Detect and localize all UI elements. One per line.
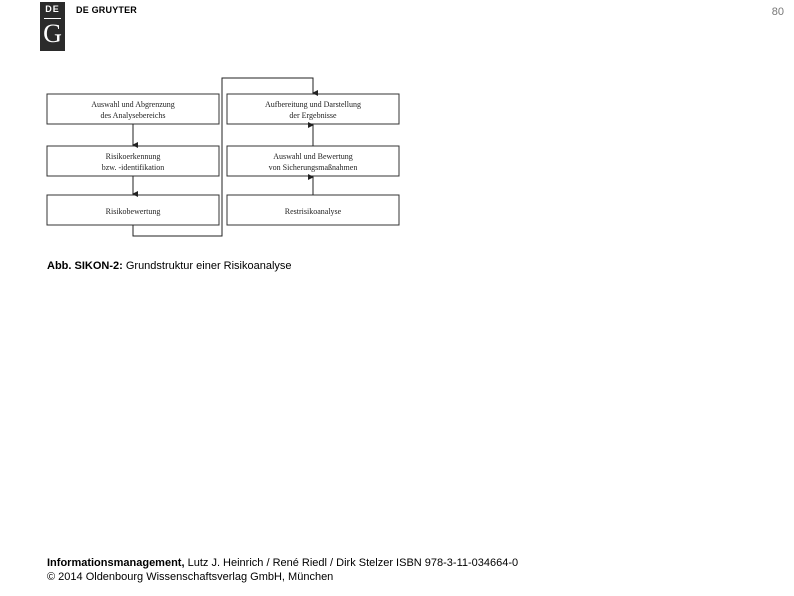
step-label: der Ergebnisse [289,111,337,120]
step-label: Restrisikoanalyse [284,207,342,216]
book-title: Informationsmanagement, [47,557,185,569]
step-label: Risikobewertung [105,207,161,216]
step-box-risk-assessment [47,195,219,225]
copyright-line: © 2014 Oldenbourg Wissenschaftsverlag GmbH, München [47,571,334,583]
step-box-results-presentation [227,94,399,124]
step-label: Auswahl und Abgrenzung [91,100,175,109]
caption-label: Abb. SIKON-2: [47,260,123,272]
step-box-analysis-scope [47,94,219,124]
footer [47,556,518,584]
step-box-safeguard-selection [227,146,399,176]
step-label: Aufbereitung und Darstellung [265,100,361,109]
step-label: Risikoerkennung [105,152,161,161]
footer-line-1 [47,556,518,570]
page-number: 80 [771,6,784,18]
step-label: des Analysebereichs [100,111,166,120]
figure-caption [47,260,292,272]
logo-de-text: DE [45,4,60,14]
step-label: Auswahl und Bewertung [273,152,353,161]
caption-text: Grundstruktur einer Risikoanalyse [125,260,292,272]
book-authors: Lutz J. Heinrich / René Riedl / Dirk Stelzer ISBN 978-3-11-034664-0 [187,557,519,569]
logo-g-text: G [43,19,62,48]
step-label: von Sicherungsmaßnahmen [268,163,358,172]
publisher-name: DE GRUYTER [76,5,138,15]
step-box-residual-risk [227,195,399,225]
step-box-risk-identification [47,146,219,176]
step-label: bzw. -identifikation [101,163,165,172]
